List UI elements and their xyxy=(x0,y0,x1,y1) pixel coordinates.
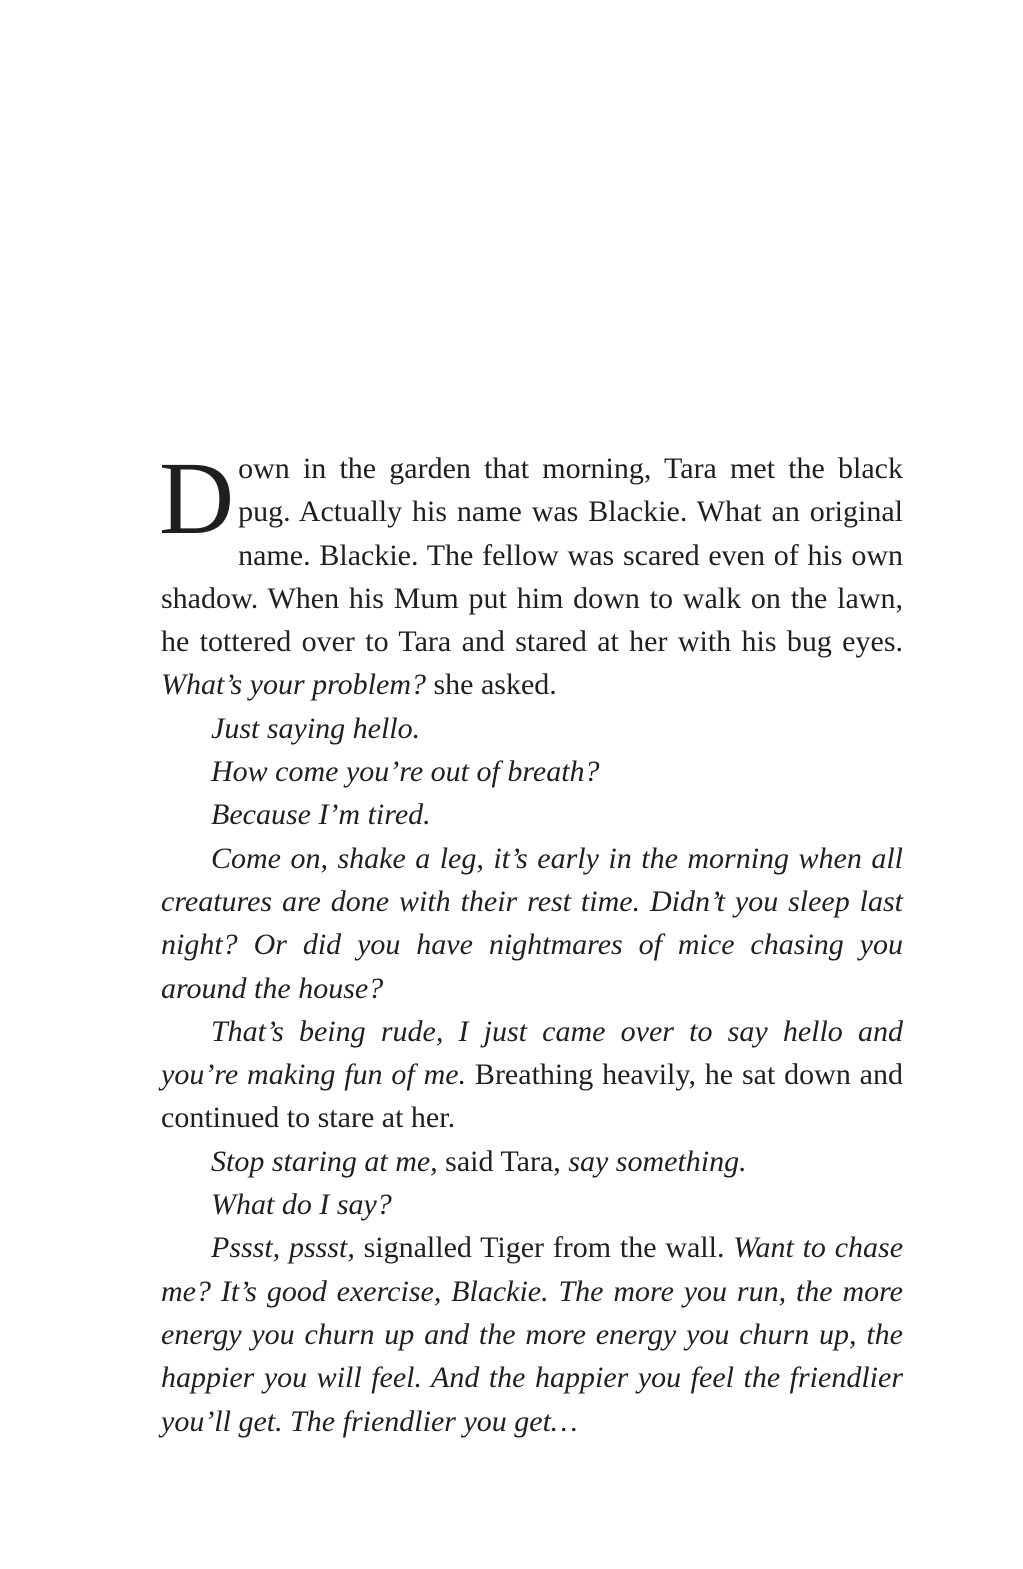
paragraph-dialogue xyxy=(161,1140,903,1183)
drop-cap: D xyxy=(159,441,235,556)
paragraph-dialogue xyxy=(161,1226,903,1442)
paragraph-dialogue xyxy=(161,793,903,836)
paragraph-dialogue xyxy=(161,750,903,793)
dialogue-italic: What do I say? xyxy=(211,1188,392,1222)
paragraph-text: said Tara, xyxy=(437,1144,569,1178)
paragraph-dialogue xyxy=(161,837,903,1010)
paragraph-dialogue xyxy=(161,1010,903,1140)
dialogue-italic: Stop staring at me, xyxy=(211,1144,438,1178)
dialogue-italic: What’s your problem? xyxy=(161,668,426,702)
dialogue-italic: say something. xyxy=(568,1144,747,1178)
paragraph-text: Breathing heavily, he sat down and continued to stare at her. xyxy=(161,1058,903,1135)
dialogue-italic: Because I’m tired. xyxy=(211,798,431,832)
dialogue-italic: Come on, shake a leg, it’s early in the morning when all creatures are done with their rest time. Didn’t you sleep last night? Or did you have nightmares of mice chasing you around the house? xyxy=(161,841,903,1005)
dialogue-italic: How come you’re out of breath? xyxy=(211,755,600,789)
paragraph-text: signalled Tiger from the wall. xyxy=(354,1231,734,1265)
dialogue-italic: Want to chase me? It’s good exercise, Blackie. The more you run, the more energy you churn up and the more energy you churn up, the happier you will feel. And the happier you feel the friendlier you’ll get. The friendlier you get… xyxy=(161,1231,904,1438)
paragraph-text: own in the garden that morning, Tara met the black pug. Actually his name was Blackie. What an original name. Blackie. The fellow was scared even of his own shadow. When his Mum put him down to walk on the lawn, he tottered over to Tara and stared at her with his bug eyes. xyxy=(161,452,903,659)
dialogue-italic: That’s being rude, I just came over to say hello and you’re making fun of me. xyxy=(161,1014,903,1092)
story-text-block xyxy=(159,441,904,1443)
paragraph-text: she asked. xyxy=(426,668,557,702)
paragraph-dialogue xyxy=(161,707,903,750)
paragraph-opening xyxy=(159,441,903,707)
paragraph-dialogue xyxy=(161,1183,903,1226)
dialogue-italic: Just saying hello. xyxy=(211,711,421,745)
dialogue-italic: Pssst, pssst, xyxy=(211,1231,355,1265)
